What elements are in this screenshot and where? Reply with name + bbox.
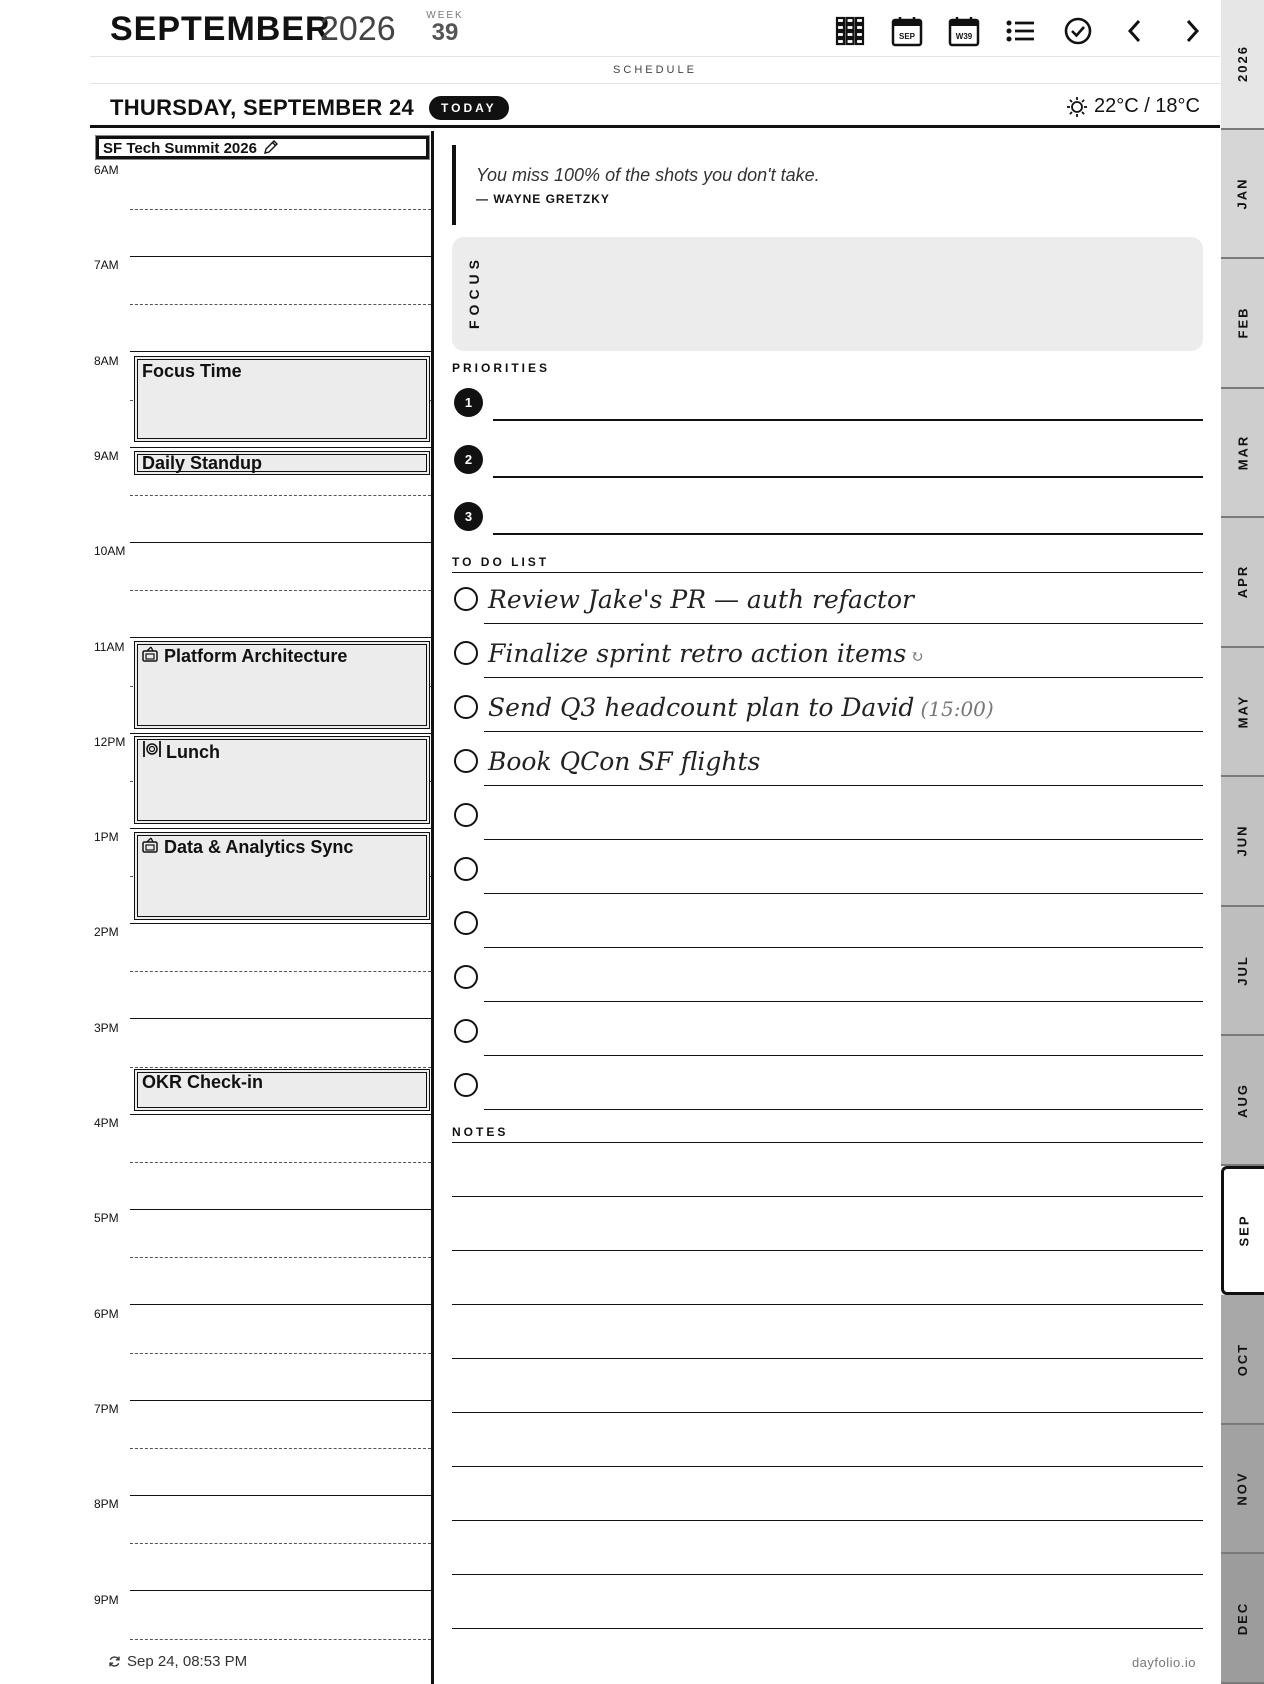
tab-oct[interactable] — [1221, 1295, 1264, 1425]
tab-label: MAR — [1234, 434, 1250, 471]
toolbar — [821, 11, 1220, 51]
last-sync — [108, 1653, 247, 1670]
hour-line — [130, 1400, 431, 1401]
priority-number: 3 — [454, 502, 483, 531]
half-hour-line — [130, 304, 431, 305]
date-row — [90, 85, 1220, 128]
all-day-event-title: SF Tech Summit 2026 — [103, 140, 257, 157]
todo-checkbox[interactable] — [454, 641, 478, 665]
todo-item[interactable] — [452, 683, 1203, 737]
event-focus-time[interactable] — [134, 356, 430, 442]
hour-label: 8AM — [94, 353, 119, 368]
todo-line — [484, 1109, 1203, 1110]
hour-label: 9PM — [94, 1592, 119, 1607]
notes-line — [452, 1304, 1203, 1305]
todo-item[interactable] — [452, 629, 1203, 683]
hour-label: 7PM — [94, 1401, 119, 1416]
notes-line — [452, 1142, 1203, 1143]
tab-label: APR — [1234, 565, 1250, 599]
notes-line — [452, 1358, 1203, 1359]
hour-line — [130, 1018, 431, 1019]
event-title: Daily Standup — [142, 453, 263, 473]
half-hour-line — [130, 590, 431, 591]
hour-line — [130, 447, 431, 448]
priority-row[interactable] — [452, 497, 1203, 547]
event-title: Data & Analytics Sync — [164, 837, 354, 857]
priority-line — [493, 533, 1203, 535]
event-daily-standup[interactable] — [134, 451, 430, 475]
month-calendar-label: SEP — [898, 32, 915, 41]
half-hour-line — [130, 1639, 431, 1640]
tab-mar[interactable] — [1221, 389, 1264, 519]
hour-line — [130, 828, 431, 829]
tab-label: DEC — [1234, 1601, 1250, 1635]
tasks-view-button[interactable] — [1049, 11, 1106, 51]
tab-nov[interactable] — [1221, 1425, 1264, 1555]
todo-line — [484, 785, 1203, 786]
todo-label: Finalize sprint retro action items — [488, 639, 907, 668]
priority-line — [493, 419, 1203, 421]
notes-line — [452, 1250, 1203, 1251]
todo-checkbox[interactable] — [454, 1019, 478, 1043]
video-meeting-icon — [142, 836, 160, 858]
todo-line — [484, 893, 1203, 894]
half-hour-line — [130, 1257, 431, 1258]
todo-item[interactable] — [452, 575, 1203, 629]
today-button[interactable]: TODAY — [429, 96, 509, 120]
hour-line — [130, 256, 431, 257]
hour-label: 6AM — [94, 163, 119, 177]
month-view-button[interactable] — [878, 11, 935, 51]
todo-item[interactable] — [452, 953, 1203, 1007]
event-title: Focus Time — [142, 361, 242, 381]
half-hour-line — [130, 1162, 431, 1163]
todo-checkbox[interactable] — [454, 587, 478, 611]
quote — [452, 145, 1192, 225]
todo-line — [484, 1055, 1203, 1056]
hour-label: 1PM — [94, 830, 119, 845]
priorities-label: PRIORITIES — [452, 361, 551, 375]
tab-apr[interactable] — [1221, 518, 1264, 648]
priority-line — [493, 476, 1203, 478]
todo-item[interactable] — [452, 1061, 1203, 1115]
tab-jan[interactable] — [1221, 130, 1264, 260]
week-calendar-icon — [948, 15, 980, 47]
weather-temperature: 22°C / 18°C — [1093, 95, 1200, 117]
week-number: 39 — [431, 19, 459, 46]
quote-author: — WAYNE GRETZKY — [476, 192, 610, 206]
tab-may[interactable] — [1221, 648, 1264, 778]
month-tabs — [1221, 0, 1264, 1684]
todo-line — [484, 839, 1203, 840]
todo-text[interactable] — [488, 747, 760, 776]
last-sync-time: Sep 24, 08:53 PM — [127, 1653, 248, 1670]
check-circle-icon — [1063, 16, 1093, 46]
tab-label: JUN — [1234, 824, 1250, 857]
hour-line — [130, 351, 431, 352]
todo-item[interactable] — [452, 737, 1203, 791]
todo-line — [484, 947, 1203, 948]
tab-sep[interactable] — [1221, 1166, 1264, 1296]
todo-item[interactable] — [452, 899, 1203, 953]
notes-line — [452, 1412, 1203, 1413]
hour-line — [130, 1209, 431, 1210]
tab-dec[interactable] — [1221, 1554, 1264, 1684]
todo-text[interactable] — [488, 639, 924, 668]
sun-icon — [1066, 96, 1088, 118]
tab-jul[interactable] — [1221, 907, 1264, 1037]
list-icon — [1006, 18, 1036, 44]
todo-checkbox[interactable] — [454, 1073, 478, 1097]
half-hour-line — [130, 1543, 431, 1544]
list-view-button[interactable] — [992, 11, 1049, 51]
todo-time: (15:00) — [920, 697, 994, 721]
notes-line — [452, 1628, 1203, 1629]
todo-line — [484, 623, 1203, 624]
todo-checkbox[interactable] — [454, 911, 478, 935]
hour-label: 10AM — [94, 544, 126, 559]
weather — [1066, 95, 1200, 118]
priority-number: 2 — [454, 445, 483, 474]
tab-label: AUG — [1234, 1082, 1250, 1118]
focus-label: FOCUS — [466, 255, 482, 329]
tab-label: OCT — [1234, 1342, 1250, 1376]
event-title: OKR Check-in — [142, 1072, 264, 1092]
priority-row[interactable] — [452, 440, 1203, 490]
notes-line — [452, 1520, 1203, 1521]
video-meeting-icon — [142, 645, 160, 667]
week-calendar-label: W39 — [955, 32, 972, 41]
hour-label: 2PM — [94, 925, 119, 940]
todo-line — [484, 677, 1203, 678]
daily-panel — [452, 131, 1204, 1684]
tab-label: JUL — [1235, 955, 1250, 986]
focus-box[interactable] — [452, 237, 1203, 351]
hour-label: 11AM — [94, 639, 125, 654]
recurring-icon: ↻ — [910, 647, 924, 666]
quote-text: You miss 100% of the shots you don't take. — [476, 165, 820, 185]
pen-icon — [263, 139, 279, 155]
todo-label: Review Jake's PR — auth refactor — [488, 585, 914, 614]
event-okr-check-in[interactable] — [134, 1069, 430, 1111]
event-title: Platform Architecture — [164, 646, 348, 666]
week-indicator[interactable] — [420, 10, 470, 45]
half-hour-line — [130, 1448, 431, 1449]
todo-label: TO DO LIST — [452, 555, 550, 569]
tab-label: MAY — [1234, 694, 1250, 729]
tab-label: JAN — [1234, 177, 1250, 210]
half-hour-line — [130, 495, 431, 496]
tab-label: SEP — [1236, 1214, 1252, 1247]
previous-day-button[interactable] — [1106, 11, 1163, 51]
hour-label: 12PM — [94, 734, 126, 749]
hour-line — [130, 733, 431, 734]
todo-checkbox[interactable] — [454, 857, 478, 881]
todo-text[interactable] — [488, 585, 914, 614]
event-data-analytics-sync[interactable] — [134, 832, 430, 920]
year-view-button[interactable] — [821, 11, 878, 51]
notes-line — [452, 1196, 1203, 1197]
event-lunch[interactable] — [134, 736, 430, 824]
todo-checkbox[interactable] — [454, 965, 478, 989]
week-view-button[interactable] — [935, 11, 992, 51]
todo-item[interactable] — [452, 1007, 1203, 1061]
hour-label: 4PM — [94, 1116, 119, 1130]
year-title: 2026 — [320, 10, 396, 48]
priority-number: 1 — [454, 388, 483, 417]
sync-icon — [108, 1655, 121, 1668]
month-title: SEPTEMBER — [110, 10, 331, 48]
tab-jun[interactable] — [1221, 777, 1264, 907]
todo-line — [484, 1001, 1203, 1002]
hour-label: 7AM — [94, 258, 119, 273]
hour-label: 5PM — [94, 1211, 119, 1226]
hour-line — [130, 1495, 431, 1496]
dining-icon — [142, 740, 162, 763]
todo-checkbox[interactable] — [454, 695, 478, 719]
event-platform-architecture[interactable] — [134, 641, 430, 729]
half-hour-line — [130, 1067, 431, 1068]
schedule-section-label: SCHEDULE — [90, 58, 1220, 84]
chevron-left-icon — [1125, 18, 1145, 44]
hour-line — [130, 923, 431, 924]
half-hour-line — [130, 1353, 431, 1354]
half-hour-line — [130, 209, 431, 210]
hour-label: 8PM — [94, 1497, 119, 1512]
next-day-button[interactable] — [1163, 11, 1220, 51]
notes-line — [452, 1466, 1203, 1467]
chevron-right-icon — [1182, 18, 1202, 44]
notes-line — [452, 1574, 1203, 1575]
notes-label: NOTES — [452, 1125, 509, 1139]
hour-line — [130, 1114, 431, 1115]
month-calendar-icon — [891, 15, 923, 47]
header — [90, 0, 1220, 57]
day-title: THURSDAY, SEPTEMBER 24 — [110, 95, 415, 120]
hour-label: 6PM — [94, 1306, 119, 1321]
tab-aug[interactable] — [1221, 1036, 1264, 1166]
hour-line — [130, 542, 431, 543]
todo-text[interactable] — [488, 693, 994, 722]
hour-label: 3PM — [94, 1020, 119, 1035]
hour-line — [130, 1590, 431, 1591]
schedule-column[interactable] — [90, 131, 434, 1684]
todo-line — [484, 731, 1203, 732]
tab-label: NOV — [1234, 1471, 1250, 1506]
hour-line — [130, 1304, 431, 1305]
brand-footer: dayfolio.io — [1131, 1655, 1196, 1670]
tab-label: 2026 — [1234, 45, 1250, 83]
priority-row[interactable] — [452, 383, 1203, 433]
todo-divider — [452, 572, 1203, 573]
hour-label: 9AM — [94, 448, 119, 463]
todo-item[interactable] — [452, 791, 1203, 845]
week-label: WEEK — [426, 10, 464, 21]
todo-item[interactable] — [452, 845, 1203, 899]
tab-feb[interactable] — [1221, 259, 1264, 389]
tab-label: FEB — [1235, 306, 1250, 339]
event-title: Lunch — [166, 742, 220, 762]
all-day-event[interactable] — [96, 136, 429, 159]
hour-line — [130, 637, 431, 638]
todo-label: Send Q3 headcount plan to David — [488, 693, 915, 722]
todo-label: Book QCon SF flights — [488, 747, 761, 776]
todo-checkbox[interactable] — [454, 749, 478, 773]
todo-checkbox[interactable] — [454, 803, 478, 827]
half-hour-line — [130, 971, 431, 972]
year-grid-icon — [835, 16, 865, 46]
tab-2026[interactable] — [1221, 0, 1264, 130]
